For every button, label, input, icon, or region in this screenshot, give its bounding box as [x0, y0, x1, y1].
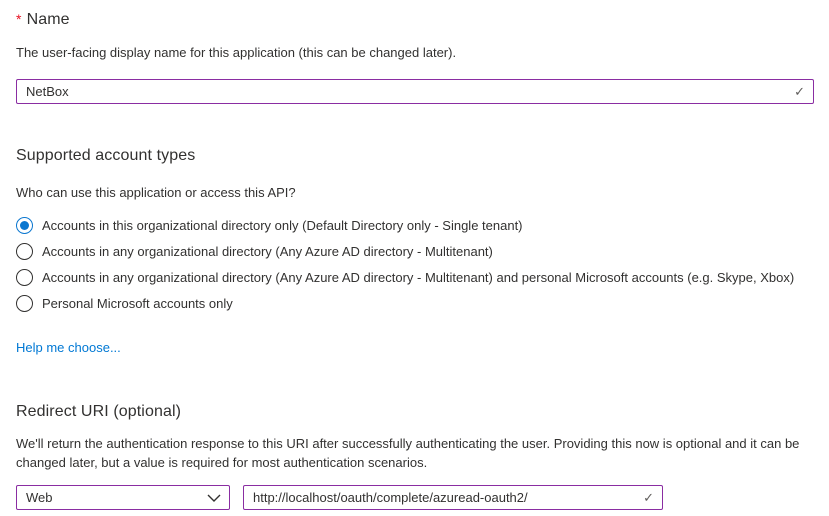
required-asterisk: *	[16, 11, 22, 27]
account-type-radio-group	[16, 212, 814, 316]
radio-icon	[16, 243, 33, 260]
name-input-container	[16, 79, 814, 104]
redirect-uri-title: Redirect URI (optional)	[16, 403, 182, 420]
redirect-uri-input-container	[243, 485, 663, 510]
name-title-text: Name	[26, 11, 70, 28]
redirect-uri-row	[16, 485, 814, 510]
redirect-uri-input[interactable]	[243, 485, 663, 510]
radio-option-single-tenant[interactable]	[16, 212, 814, 238]
radio-option-label: Accounts in any organizational directory (Any Azure AD directory - Multitenant)	[42, 243, 493, 259]
redirect-uri-section	[16, 403, 814, 510]
radio-option-personal-only[interactable]	[16, 290, 814, 316]
platform-select[interactable]	[16, 485, 230, 510]
radio-icon	[16, 217, 33, 234]
help-me-choose-link[interactable]: Help me choose...	[16, 340, 121, 355]
check-icon: ✓	[794, 83, 805, 99]
account-types-question: Who can use this application or access this API?	[16, 185, 296, 200]
name-input[interactable]	[16, 79, 814, 104]
chevron-down-icon	[207, 493, 221, 502]
name-section-title	[16, 11, 814, 29]
radio-option-multitenant-personal[interactable]	[16, 264, 814, 290]
account-types-title: Supported account types	[16, 147, 196, 164]
radio-option-label: Accounts in any organizational directory (Any Azure AD directory - Multitenant) and personal Microsoft accounts (e.g. Skype, Xbox)	[42, 269, 795, 285]
platform-select-value: Web	[26, 490, 53, 505]
name-description: The user-facing display name for this application (this can be changed later).	[16, 45, 457, 60]
check-icon: ✓	[643, 489, 654, 505]
radio-icon	[16, 295, 33, 312]
redirect-uri-description: We'll return the authentication response to this URI after successfully authenticating the user. Providing this now is optional and it can be changed later, but a value is required for most authentication scenarios.	[16, 436, 800, 470]
supported-account-types-section	[16, 147, 814, 355]
name-section	[16, 11, 814, 104]
radio-option-multitenant[interactable]	[16, 238, 814, 264]
radio-icon	[16, 269, 33, 286]
radio-option-label: Accounts in this organizational directory only (Default Directory only - Single tenant)	[42, 217, 523, 233]
radio-option-label: Personal Microsoft accounts only	[42, 295, 233, 311]
